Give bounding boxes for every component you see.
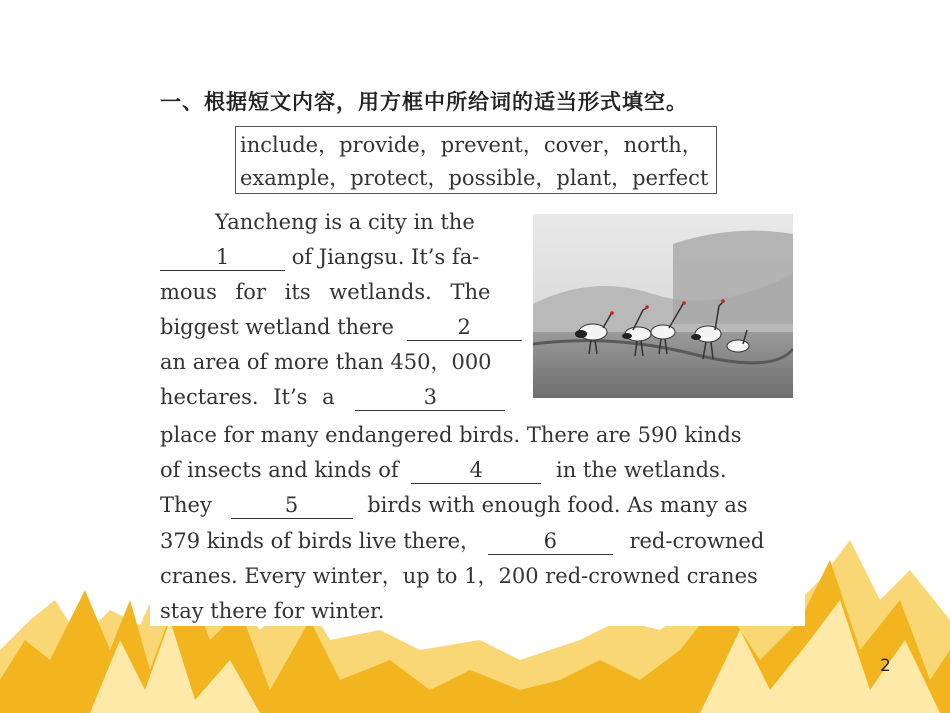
blank-1[interactable]: 1 bbox=[160, 244, 285, 271]
crane-photo bbox=[533, 214, 793, 398]
blank-3[interactable]: 3 bbox=[355, 384, 505, 411]
blank-2[interactable]: 2 bbox=[407, 314, 522, 341]
passage-line-11: cranes. Every winter，up to 1，200 red-crowned cranes bbox=[160, 564, 758, 588]
passage-line-9 bbox=[160, 488, 748, 522]
passage-line-9-text-a: They bbox=[160, 493, 212, 517]
passage-line-2 bbox=[160, 240, 479, 274]
passage-line-2-text: of Jiangsu. It’s fa- bbox=[291, 245, 480, 269]
passage-line-7: place for many endangered birds. There are 590 kinds bbox=[160, 423, 742, 447]
exercise-heading: 一、根据短文内容，用方框中所给词的适当形式填空。 bbox=[160, 90, 688, 114]
passage-line-8 bbox=[160, 453, 727, 487]
passage-line-1: Yancheng is a city in the bbox=[215, 210, 475, 234]
passage-line-4 bbox=[160, 310, 522, 344]
passage-line-10-text-b: red-crowned bbox=[629, 529, 765, 553]
blank-4[interactable]: 4 bbox=[411, 457, 541, 484]
word-box-line-1: include，provide，prevent，cover，north， bbox=[240, 133, 703, 157]
passage-line-6 bbox=[160, 380, 505, 414]
blank-6[interactable]: 6 bbox=[488, 528, 613, 555]
passage-line-5: an area of more than 450，000 bbox=[160, 350, 492, 374]
passage-line-10-text-a: 379 kinds of birds live there， bbox=[160, 529, 482, 553]
passage-line-12: stay there for winter. bbox=[160, 599, 385, 623]
passage-line-8-text-a: of insects and kinds of bbox=[160, 458, 399, 482]
passage-line-6-text: hectares. It’s a bbox=[160, 385, 335, 409]
word-box-line-2: example，protect，possible，plant，perfect bbox=[240, 166, 709, 190]
passage-line-9-text-b: birds with enough food. As many as bbox=[367, 493, 748, 517]
passage-line-8-text-b: in the wetlands. bbox=[556, 458, 727, 482]
passage-line-10 bbox=[160, 524, 764, 558]
word-box bbox=[235, 126, 717, 194]
passage-line-4-text: biggest wetland there bbox=[160, 315, 394, 339]
blank-5[interactable]: 5 bbox=[231, 492, 353, 519]
page-number: 2 bbox=[880, 656, 891, 676]
passage-line-3: mous for its wetlands. The bbox=[160, 280, 491, 304]
